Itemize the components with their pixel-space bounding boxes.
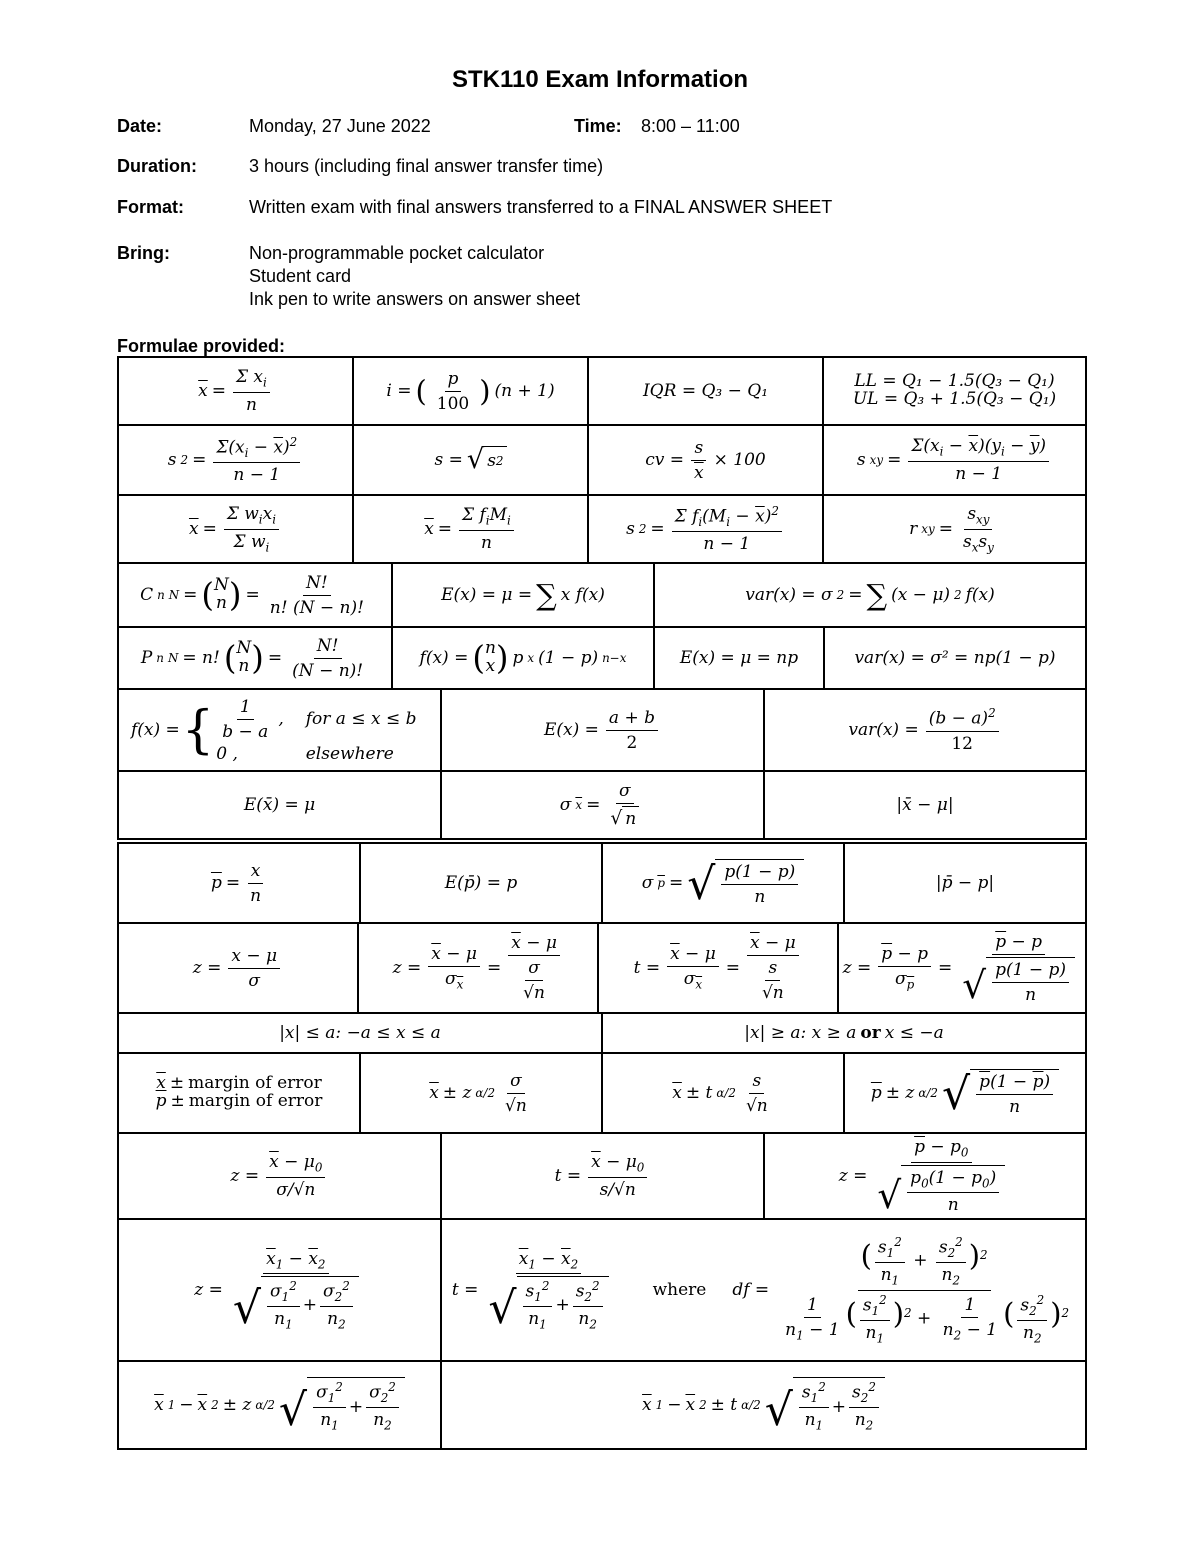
formula-sampling-error-mean: |x̄ − μ| — [896, 795, 954, 815]
bring-item-student-card: Student card — [249, 266, 352, 286]
formula-t-xbar: t = $\frac{\overline{x} - \mu}{\sigma_{\overline{x}}}$ = $\frac{\overline{x} - \mu}{\frac{s}{√n}}$ — [599, 924, 839, 1012]
formula-mean-of-xbar: E(x̄) = μ — [119, 772, 442, 838]
formula-row — [117, 496, 1087, 564]
formula-abs-greater: |x| ≥ a: x ≥ a or x ≤ −a — [744, 1023, 944, 1043]
date-label: Date: — [117, 116, 163, 136]
formula-row — [117, 1014, 1087, 1054]
formula-row — [117, 1134, 1087, 1220]
formula-ci-two-means-t: $\overline{x}$ 1 − $\overline{x}$ 2 ± t α/2 √ $\frac{s_1^2}{n_1}$ + $\frac{s_2^2}{n_2}$ — [442, 1362, 1085, 1448]
formula-abs-less: |x| ≤ a: −a ≤ x ≤ a — [119, 1014, 603, 1052]
formula-mean: $\overline{x}$ = $\frac{\Sigma x_i}{n}$ — [119, 358, 354, 424]
formula-grouped-variance: s 2 = $\frac{\Sigma f_i(M_i - \overline{x})^2}{n - 1}$ — [589, 496, 824, 562]
formula-test-stat-z-proportion: z = $\overline{p} - p_0$ √ $\frac{p_0(1 - p_0)}{n}$ — [765, 1134, 1085, 1218]
formula-row — [117, 924, 1087, 1014]
formula-uniform-variance: var(x) = $\frac{(b - a)^2}{12}$ — [765, 690, 1085, 770]
formula-binomial-pmf: f(x) = ( n x ) p x (1 − p) n−x — [393, 628, 655, 688]
formula-point-estimate-margin: $\overline{x}$ ± margin of error $\overline{p}$ ± margin of error — [119, 1054, 361, 1132]
formula-row — [117, 1220, 1087, 1362]
formula-std-dev: s = √ s 2 — [354, 426, 589, 494]
formula-variance-discrete: var(x) = σ 2 = ∑ (x − μ) 2 f(x) — [745, 577, 995, 612]
formula-sample-proportion: $\overline{p}$ = $\frac{x}{n}$ — [119, 844, 361, 922]
date-value: Monday, 27 June 2022 — [249, 116, 431, 136]
formula-row — [117, 690, 1087, 772]
formula-t-two-means-df: t = $\overline{x}_1 - \overline{x}_2$ √ $\frac{s_1^2}{n_1}$ + $\frac{s_2^2}{n_2}$ where df = ( $\frac{s_1^2}{n_1}$ + $\frac{s_2^2}{n_2}$ )$^2$ $\frac{1}{n_1 - 1}$ ( $\frac{s_1^2}{n_1}$ )$^2$ + $\frac{1}{n_2 - 1}$ ( $\frac{s_2^2}{n_2}$ )$^2$ — [451, 1235, 1070, 1345]
formula-percentile-position: i = ( $\frac{p}{100}$ ) (n + 1) — [354, 358, 589, 424]
time-label: Time: — [574, 116, 622, 136]
formula-combinations: C n N = ( N n ) = $\frac{N!}{n! (N - n)!}$ — [119, 564, 393, 626]
formula-row — [117, 628, 1087, 690]
formula-binomial-mean: E(x) = μ = np — [655, 628, 825, 688]
formula-correlation: r xy = $\frac{s_{xy}}{s_xs_y}$ — [909, 504, 994, 554]
formula-se-pbar: σ $\overline{p}$ = √ $\frac{p(1 - p)}{n}$ — [603, 844, 845, 922]
formula-uniform-mean: E(x) = $\frac{a + b}{2}$ — [442, 690, 765, 770]
formula-sample-variance: s 2 = $\frac{\Sigma(x_i - \overline{x})^2}{n - 1}$ — [119, 426, 354, 494]
formula-test-stat-t-mean: t = $\frac{\overline{x} - \mu_0}{s/√n}$ — [442, 1134, 765, 1218]
format-label: Format: — [117, 197, 184, 217]
duration-label: Duration: — [117, 156, 197, 176]
formula-z-pbar: z = $\frac{\overline{p} - p}{\sigma_{\overline{p}}}$ = $\overline{p} - p$ √ $\frac{p(1 - p)}{n}$ — [839, 924, 1085, 1012]
formula-table — [117, 356, 1087, 1450]
formula-row — [117, 772, 1087, 840]
formula-ci-mean-t: $\overline{x}$ ± t α/2 $\frac{s}{√n}$ — [603, 1054, 845, 1132]
formula-row — [117, 1362, 1087, 1450]
formula-covariance: s xy = $\frac{\Sigma(x_i - \overline{x})(y_i - \overline{y})}{n - 1}$ — [824, 426, 1085, 494]
formula-iqr: IQR = Q₃ − Q₁ — [589, 358, 824, 424]
formula-uniform-pdf: f(x) = { $\frac{1}{b - a}$ , for a ≤ x ≤ b 0 , elsewhere — [119, 690, 442, 770]
formula-fences: LL = Q₁ − 1.5(Q₃ − Q₁) UL = Q₃ + 1.5(Q₃ − Q₁) — [852, 371, 1057, 409]
formula-z-two-means: z = $\overline{x}_1 - \overline{x}_2$ √ $\frac{\sigma_1^2}{n_1}$ + $\frac{\sigma_2^2}{n_2}$ — [119, 1220, 442, 1360]
formula-row — [117, 842, 1087, 924]
formula-row — [117, 356, 1087, 426]
formula-weighted-mean: $\overline{x}$ = $\frac{\Sigma w_ix_i}{\Sigma w_i}$ — [119, 496, 354, 562]
formula-expected-value: E(x) = μ = ∑ x f(x) — [393, 564, 655, 626]
formulae-label: Formulae provided: — [117, 336, 286, 356]
formula-test-stat-z-mean: z = $\frac{\overline{x} - \mu_0}{\sigma/√n}$ — [119, 1134, 442, 1218]
duration-value: 3 hours (including final answer transfer time) — [249, 156, 604, 176]
bring-item-ink-pen: Ink pen to write answers on answer sheet — [249, 289, 581, 309]
formula-cv: cv = $\frac{s}{x}$ × 100 — [589, 426, 824, 494]
formula-grouped-mean: $\overline{x}$ = $\frac{\Sigma f_iM_i}{n}$ — [354, 496, 589, 562]
formula-ci-proportion: $\overline{p}$ ± z α/2 √ $\frac{p(1 - \overline{p})}{n}$ — [845, 1054, 1085, 1132]
time-value: 8:00 – 11:00 — [641, 116, 740, 136]
formula-row — [117, 1054, 1087, 1134]
formula-sampling-error-proportion: |p̄ − p| — [935, 873, 995, 893]
bring-item-calculator: Non-programmable pocket calculator — [249, 243, 545, 263]
formula-se-xbar: σ $\overline{x}$ = σ √ n — [442, 772, 765, 838]
formula-mean-of-pbar: E(p̄) = p — [361, 844, 603, 922]
formula-permutations: P n N = n! ( N n ) = $\frac{N!}{(N - n)!}$ — [119, 628, 393, 688]
formula-ci-two-means-z: $\overline{x}$ 1 − $\overline{x}$ 2 ± z α/2 √ $\frac{\sigma_1^2}{n_1}$ + $\frac{\sigma_2^2}{n_2}$ — [119, 1362, 442, 1448]
formula-z-xbar: z = $\frac{\overline{x} - \mu}{\sigma_{\overline{x}}}$ = $\frac{\overline{x} - \mu}{\frac{\sigma}{√n}}$ — [359, 924, 599, 1012]
formula-binomial-variance: var(x) = σ² = np(1 − p) — [854, 648, 1056, 668]
formula-row — [117, 564, 1087, 628]
bring-list — [249, 242, 580, 311]
formula-z-score: z = $\frac{x - \mu}{\sigma}$ — [119, 924, 359, 1012]
format-value: Written exam with final answers transferred to a FINAL ANSWER SHEET — [249, 197, 833, 217]
page-title: STK110 Exam Information — [451, 66, 749, 93]
formula-row — [117, 426, 1087, 496]
formula-ci-mean-z: $\overline{x}$ ± z α/2 $\frac{\sigma}{√n}$ — [361, 1054, 603, 1132]
bring-label: Bring: — [117, 243, 170, 263]
